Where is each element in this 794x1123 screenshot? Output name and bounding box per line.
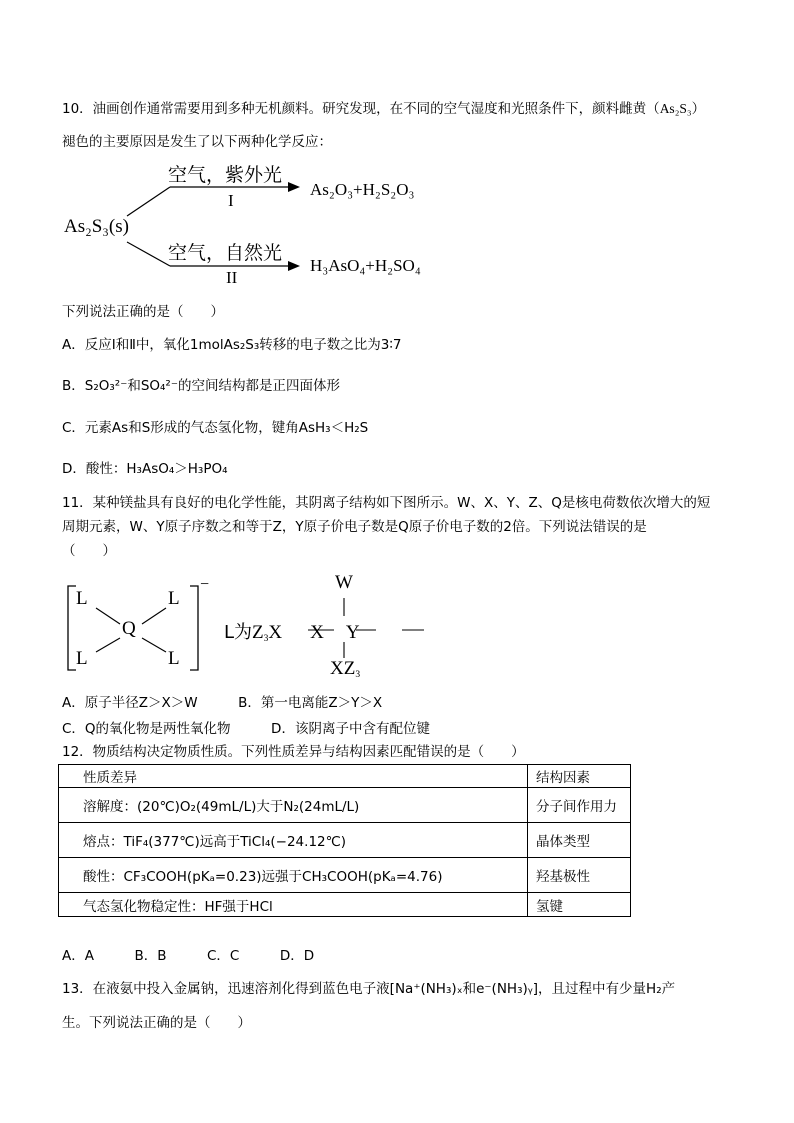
q11-line3: （ ） [62,543,116,559]
q12-options: A．A B．B C．C D．D [62,948,315,964]
q11-line1: 11．某种镁盐具有良好的电化学性能，其阴离子结构如下图所示。W、X、Y、Z、Q是核电荷数依次增大的短 [62,495,711,511]
q11-options-cd: C．Q的氧化物是两性氧化物 D．该阴离子中含有配位键 [62,721,430,737]
row-property: 溶解度：(20℃)O₂(49mL/L)大于N₂(24mL/L) [59,788,528,823]
row-factor: 氢键 [528,893,631,917]
condition-i: 空气，紫外光 [168,164,283,186]
branch-down-line [127,242,170,266]
q10-option-a: A．反应Ⅰ和Ⅱ中，氧化1molAs₂S₃转移的电子数之比为3∶7 [62,337,402,353]
atom-w: W [335,572,353,593]
group-xz3: $XZ_3$ [330,658,361,680]
condition-ii: 空气，自然光 [168,242,283,264]
q10-stem: 下列说法正确的是（ ） [62,304,224,320]
branch-up-line [127,187,170,216]
table-row [59,788,631,823]
ligand-l-top-right: L [168,588,180,609]
header-factor: 结构因素 [528,765,631,788]
q11-options-ab: A．原子半径Z＞X＞W B．第一电离能Z＞Y＞X [62,695,383,711]
ligand-l-bottom-right: L [168,648,180,669]
reactant: As₂S₃(s) [64,216,129,237]
ligand-l-bottom-left: L [76,648,88,669]
left-bracket [68,586,76,670]
q10-line1: 10．油画创作通常需要用到多种无机颜料。研究发现，在不同的空气湿度和光照条件下，颜料雌黄（As₂S₃） [62,101,706,117]
table-row [59,893,631,917]
anion-charge: − [200,576,210,593]
label-ii: II [226,268,238,287]
q10-reaction-scheme [62,160,482,285]
center-q: Q [122,618,136,639]
q10-option-c: C．元素As和S形成的气态氢化物，键角AsH₃＜H₂S [62,420,369,436]
q13-line1: 13．在液氨中投入金属钠，迅速溶剂化得到蓝色电子液[Na⁺(NH₃)ₓ和e⁻(NH₃)ᵧ]，且过程中有少量H₂产 [62,981,676,997]
q11-line2: 周期元素，W、Y原子序数之和等于Z，Y原子价电子数是Q原子价电子数的2倍。下列说法错误的是 [62,519,647,535]
q12-table [58,764,631,917]
q10-option-d: D．酸性：H₃AsO₄＞H₃PO₄ [62,461,228,477]
row-factor: 羟基极性 [528,858,631,893]
product-i: As₂O₃+H₂S₂O₃ [310,180,415,199]
right-bracket [190,586,198,670]
row-property: 酸性：CF₃COOH(pKₐ=0.23)远强于CH₃COOH(pKₐ=4.76) [59,858,528,893]
table-header-row [59,765,631,788]
q12-stem: 12．物质结构决定物质性质。下列性质差异与结构因素匹配错误的是（ ） [62,744,525,760]
arrow-ii-head [288,261,300,271]
row-factor: 分子间作用力 [528,788,631,823]
product-ii: H₃AsO₄+H₂SO₄ [310,256,421,275]
table-row [59,858,631,893]
header-property: 性质差异 [59,765,528,788]
l-definition-text: L为$Z_3X$ X Y [224,622,360,644]
label-i: I [228,191,234,210]
q13-line2: 生。下列说法正确的是（ ） [62,1015,251,1031]
row-property: 气态氢化物稳定性：HF强于HCl [59,893,528,917]
q10-option-b: B．S₂O₃²⁻和SO₄²⁻的空间结构都是正四面体形 [62,378,340,394]
row-property: 熔点：TiF₄(377℃)远高于TiCl₄(−24.12℃) [59,823,528,858]
q10-line2: 褪色的主要原因是发生了以下两种化学反应： [62,134,332,150]
table-row [59,823,631,858]
ligand-l-top-left: L [76,588,88,609]
row-factor: 晶体类型 [528,823,631,858]
q11-anion-structure [62,572,442,684]
arrow-i-head [288,182,300,192]
